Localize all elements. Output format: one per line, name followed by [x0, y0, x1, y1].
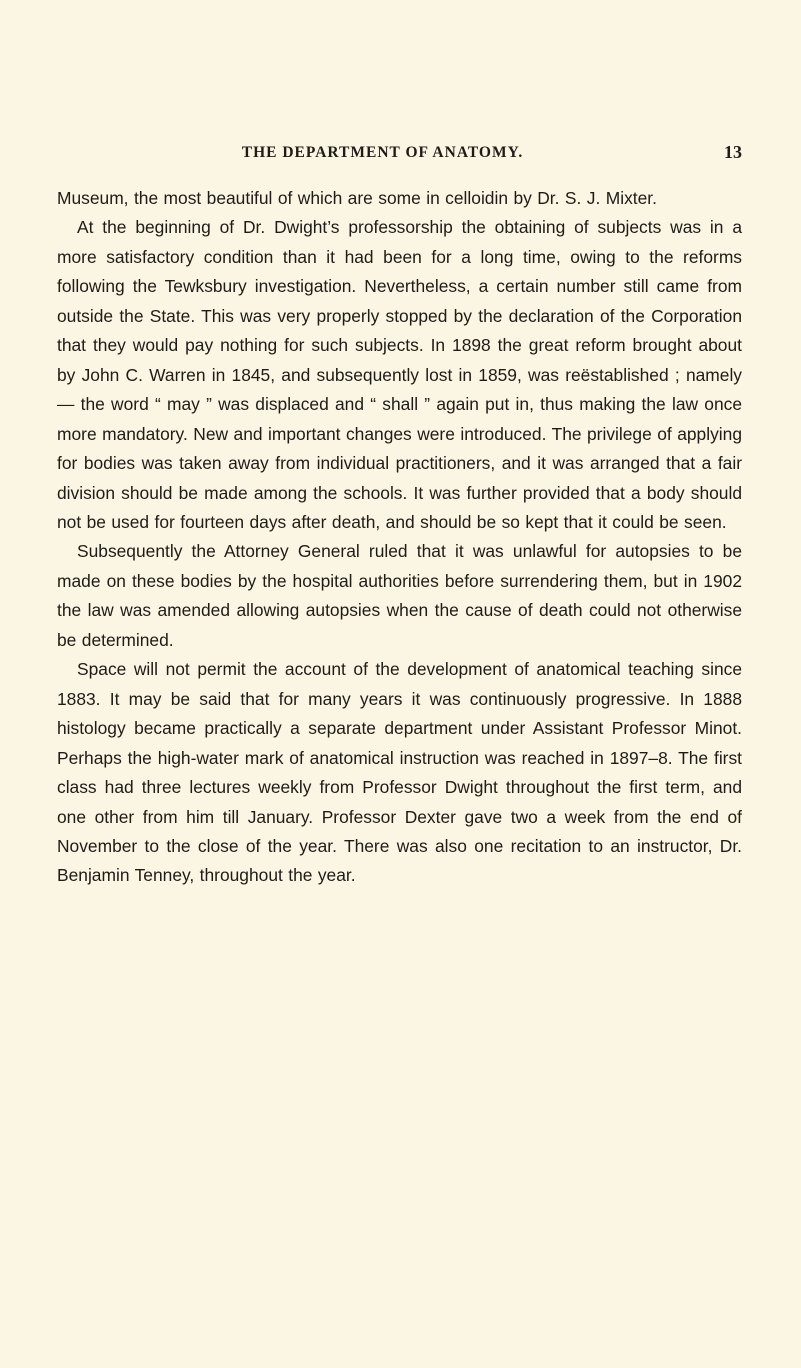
running-head: THE DEPARTMENT OF ANATOMY.	[241, 144, 524, 161]
page-number: 13	[724, 142, 742, 162]
paragraph-continuation: Museum, the most beautiful of which are some in celloidin by Dr. S. J. Mixter.	[57, 188, 657, 208]
paragraph-teaching: Space will not permit the account of the development of anatomical teaching since 1883. It may be said that for many years it was continuously progressive. In 1888 histology became practically a separate department under Assistant Professor Minot. Perhaps the high-water mark of anatomical instruction was reached in 1897–8. The first class had three lectures weekly from Professor Dwight throughout the first term, and one other from him till January. Professor Dexter gave two a week from the end of November to the close of the year. There was also one recitation to an instructor, Dr. Benjamin Tenney, throughout the year.	[57, 659, 742, 886]
paragraph-autopsies: Subsequently the Attorney General ruled that it was unlawful for autopsies to be made on these bodies by the hospital authorities before surrendering them, but in 1902 the law was amended allowing autopsies when the cause of death could not otherwise be determined.	[57, 541, 742, 650]
body-text	[57, 184, 742, 891]
paragraph-subjects: At the beginning of Dr. Dwight’s professorship the obtaining of subjects was in a more satisfactory condition than it had been for a long time, owing to the reforms following the Tewksbury investigation. Nevertheless, a certain number still came from outside the State. This was very properly stopped by the declaration of the Corporation that they would pay nothing for such subjects. In 1898 the great reform brought about by John C. Warren in 1845, and subsequently lost in 1859, was reëstablished ; namely — the word “ may ” was displaced and “ shall ” again put in, thus making the law once more mandatory. New and important changes were introduced. The privilege of applying for bodies was taken away from individual practitioners, and it was arranged that a fair division should be made among the schools. It was further provided that a body should not be used for fourteen days after death, and should be so kept that it could be seen.	[57, 217, 742, 532]
